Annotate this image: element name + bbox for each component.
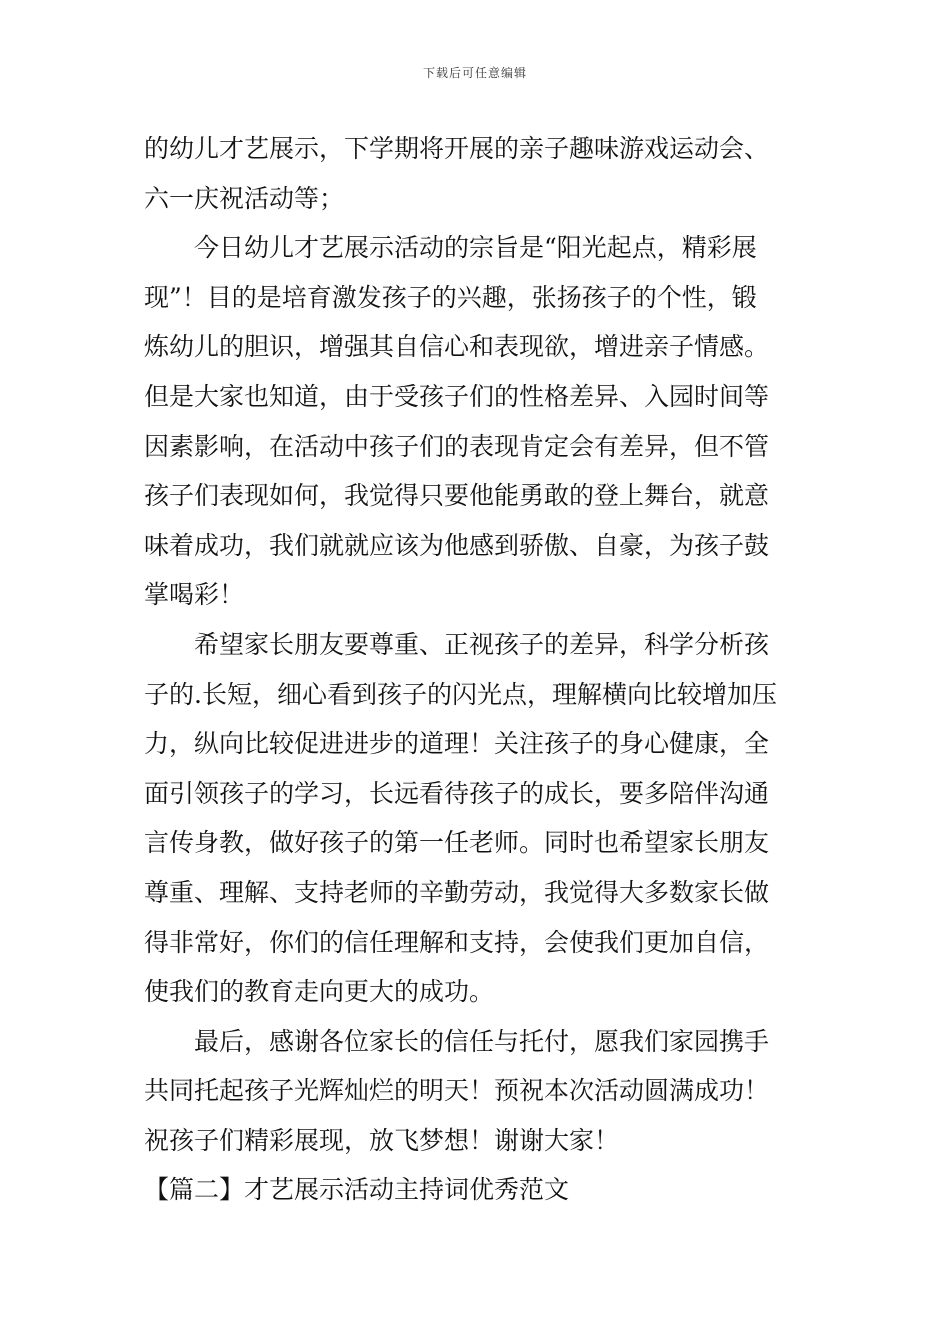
- text-line: 炼幼儿的胆识，增强其自信心和表现欲，增进亲子情感。: [144, 332, 770, 362]
- text-line: 得非常好，你们的信任理解和支持，会使我们更加自信，: [144, 927, 770, 957]
- page-header: 下载后可任意编辑: [422, 66, 527, 80]
- text-line: 孩子们表现如何，我觉得只要他能勇敢的登上舞台，就意: [144, 481, 770, 511]
- text-line: 最后，感谢各位家长的信任与托付，愿我们家园携手: [144, 1026, 770, 1056]
- text-line: 力，纵向比较促进进步的道理！关注孩子的身心健康，全: [144, 729, 770, 759]
- text-line: 尊重、理解、支持老师的辛勤劳动，我觉得大多数家长做: [144, 877, 770, 907]
- text-line: 面引领孩子的学习，长远看待孩子的成长，要多陪伴沟通: [144, 778, 770, 808]
- text-line: 现”！目的是培育激发孩子的兴趣，张扬孩子的个性，锻: [144, 282, 757, 312]
- text-line: 的幼儿才艺展示，下学期将开展的亲子趣味游戏运动会、: [144, 134, 770, 163]
- text-line: 味着成功，我们就就应该为他感到骄傲、自豪，为孩子鼓: [144, 530, 770, 560]
- text-line: 因素影响，在活动中孩子们的表现肯定会有差异，但不管: [144, 431, 770, 461]
- section-heading: 【篇二】才艺展示活动主持词优秀范文: [144, 1175, 570, 1205]
- text-line: 但是大家也知道，由于受孩子们的性格差异、入园时间等: [144, 381, 770, 411]
- text-line: 六一庆祝活动等；: [144, 183, 345, 213]
- text-line: 今日幼儿才艺展示活动的宗旨是“阳光起点，精彩展: [144, 233, 757, 263]
- text-line: 子的.长短，细心看到孩子的闪光点，理解横向比较增加压: [144, 679, 777, 709]
- text-line: 使我们的教育走向更大的成功。: [144, 977, 495, 1007]
- text-line: 掌喝彩！: [144, 580, 245, 610]
- text-line: 言传身教，做好孩子的第一任老师。同时也希望家长朋友: [144, 828, 770, 858]
- text-line: 希望家长朋友要尊重、正视孩子的差异，科学分析孩: [144, 629, 770, 659]
- text-line: 共同托起孩子光辉灿烂的明天！预祝本次活动圆满成功！: [144, 1076, 770, 1106]
- body-text: [144, 124, 808, 1215]
- text-line: 祝孩子们精彩展现，放飞梦想！谢谢大家！: [144, 1125, 620, 1155]
